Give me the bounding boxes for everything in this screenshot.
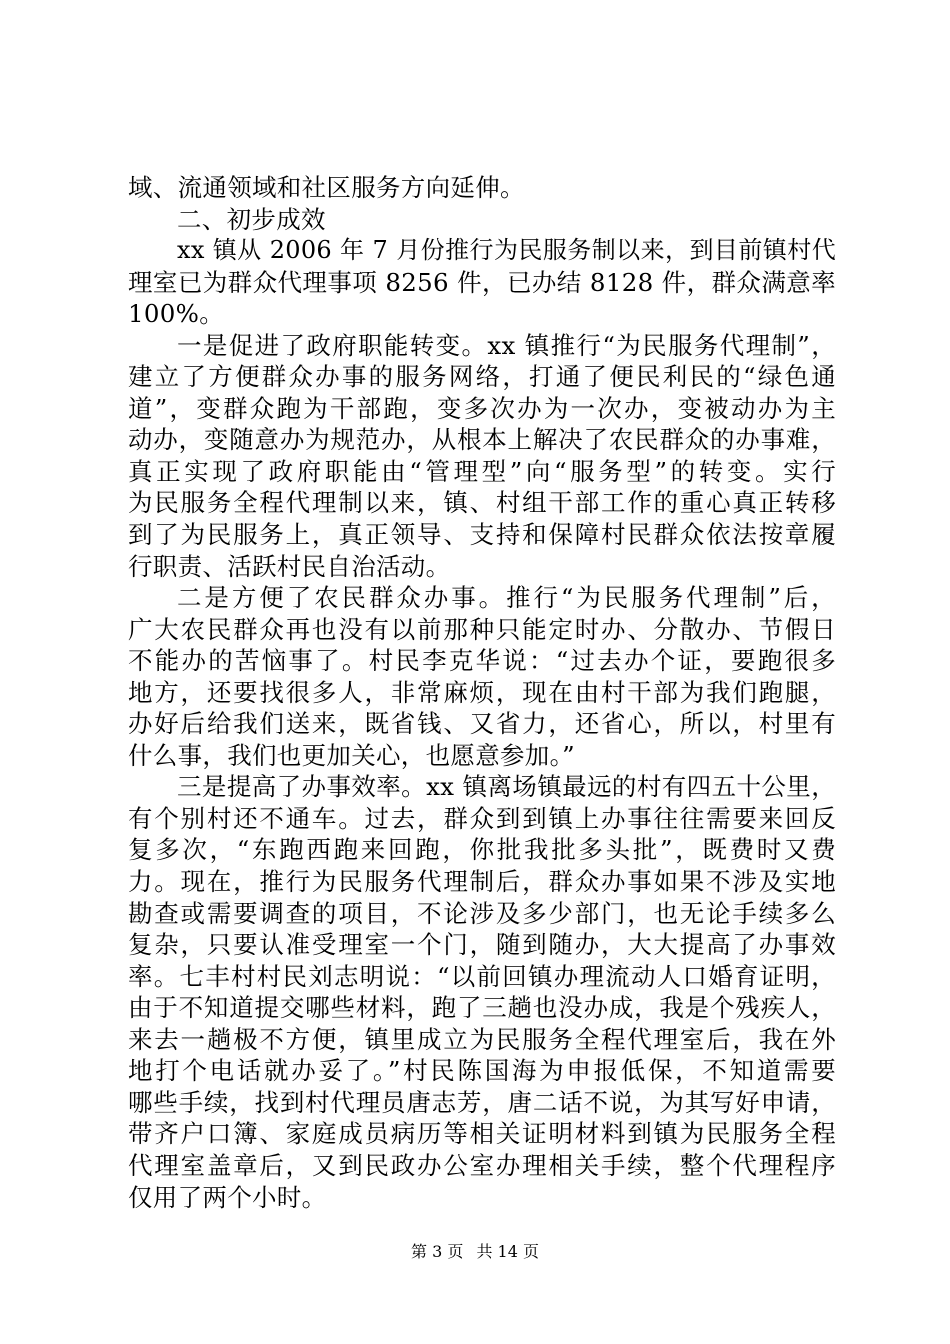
text-line: 100%。 xyxy=(128,299,225,329)
text-line: 有个别村还不通车。过去，群众到到镇上办事往往需要来回反 xyxy=(128,803,836,833)
text-line: xx 镇从 2006 年 7 月份推行为民服务制以来，到目前镇村代 xyxy=(177,236,836,265)
text-line: 理室已为群众代理事项 8256 件，已办结 8128 件，群众满意率 xyxy=(128,267,836,297)
text-line: 力。现在，推行为民服务代理制后，群众办事如果不涉及实地 xyxy=(128,867,836,897)
text-line: 勘查或需要调查的项目，不论涉及多少部门，也无论手续多么 xyxy=(128,898,836,928)
text-line: 带齐户口簿、家庭成员病历等相关证明材料到镇为民服务全程 xyxy=(128,1119,836,1149)
text-line: 二、初步成效 xyxy=(177,204,326,234)
page-total: 共 14 页 xyxy=(476,1242,539,1261)
text-line: 广大农民群众再也没有以前那种只能定时办、分散办、节假日 xyxy=(128,614,836,644)
text-line: 代理室盖章后，又到民政办公室办理相关手续，整个代理程序 xyxy=(128,1150,836,1180)
text-line: 率。七丰村村民刘志明说：“以前回镇办理流动人口婚育证明， xyxy=(128,961,836,991)
text-line: 为民服务全程代理制以来，镇、村组干部工作的重心真正转移 xyxy=(128,488,836,518)
body-text xyxy=(128,172,836,1213)
text-line: 来去一趟极不方便，镇里成立为民服务全程代理室后，我在外 xyxy=(128,1024,836,1054)
text-line: 复杂，只要认准受理室一个门，随到随办，大大提高了办事效 xyxy=(128,930,836,960)
text-line: 不能办的苦恼事了。村民李克华说：“过去办个证，要跑很多 xyxy=(128,646,836,676)
text-line: 道”，变群众跑为干部跑，变多次办为一次办，变被动办为主 xyxy=(128,393,836,423)
text-line: 由于不知道提交哪些材料，跑了三趟也没办成，我是个残疾人， xyxy=(128,993,836,1023)
text-line: 三是提高了办事效率。xx 镇离场镇最远的村有四五十公里， xyxy=(177,772,836,802)
text-line: 真正实现了政府职能由“管理型”向“服务型”的转变。实行 xyxy=(128,456,836,486)
page-number: 第 3 页 xyxy=(411,1242,464,1261)
text-line: 地方，还要找很多人，非常麻烦，现在由村干部为我们跑腿， xyxy=(128,677,836,707)
text-line: 地打个电话就办妥了。”村民陈国海为申报低保，不知道需要 xyxy=(128,1056,836,1086)
text-line: 一是促进了政府职能转变。xx 镇推行“为民服务代理制”， xyxy=(177,330,836,360)
text-line: 行职责、活跃村民自治活动。 xyxy=(128,551,451,581)
text-line: 域、流通领域和社区服务方向延伸。 xyxy=(128,173,525,202)
text-line: 复多次，“东跑西跑来回跑，你批我批多头批”，既费时又费 xyxy=(128,835,836,865)
text-line: 仅用了两个小时。 xyxy=(128,1182,327,1212)
text-line: 哪些手续，找到村代理员唐志芳，唐二话不说，为其写好申请， xyxy=(128,1087,836,1117)
text-line: 到了为民服务上，真正领导、支持和保障村民群众依法按章履 xyxy=(128,520,836,550)
page-footer xyxy=(0,1242,950,1262)
text-line: 动办，变随意办为规范办，从根本上解决了农民群众的办事难， xyxy=(128,425,836,455)
text-line: 建立了方便群众办事的服务网络，打通了便民利民的“绿色通 xyxy=(128,362,836,392)
text-line: 办好后给我们送来，既省钱、又省力，还省心，所以，村里有 xyxy=(128,709,836,739)
text-line: 二是方便了农民群众办事。推行“为民服务代理制”后， xyxy=(177,583,836,613)
text-line: 什么事，我们也更加关心，也愿意参加。” xyxy=(128,740,575,770)
